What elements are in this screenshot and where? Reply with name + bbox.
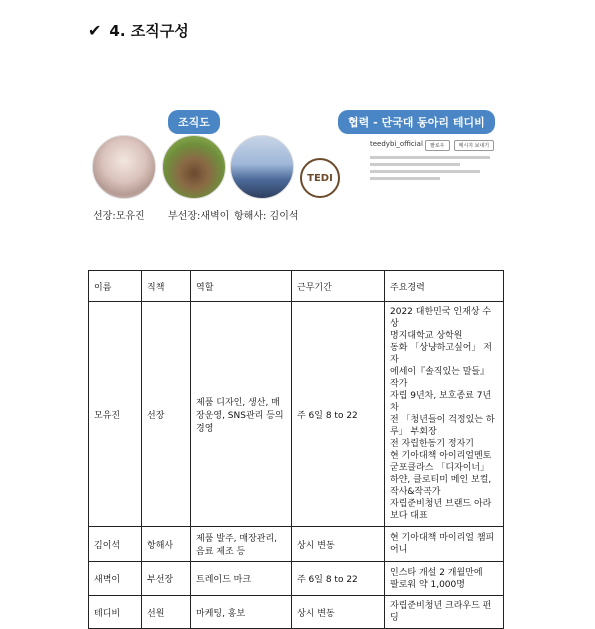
career-line: 에세이『솔직있는 말들』 작가 [390,367,490,389]
career-line: 굳포클라스 「디자이너」 [390,463,490,473]
career-line: 현 기아대책 마이리얼 챔피어니 [390,533,495,555]
cell-name: 테디비 [89,596,142,629]
section-heading [88,20,189,41]
career-line: 전 자립한동기 정자기 [390,439,474,449]
avatar-navigator [230,135,294,199]
cell-career [385,596,504,629]
career-line: 전 「청년들이 걱정있는 하루」 부회장 [390,415,495,437]
paw-logo-icon [300,158,340,198]
table-row [89,562,504,596]
cell-period: 주 6일 8 to 22 [292,562,385,596]
cell-career [385,527,504,562]
career-line: 하얀, 클로티미 메인 보컬, 작사&작곡가 [390,475,492,497]
partner-label: 협력 - 단국대 동아리 테디비 [338,110,495,134]
career-line: 자립준비청년 크라우드 펀딩 [390,601,492,623]
header-role: 역할 [191,271,292,302]
avatar-vice-captain [162,135,226,199]
cell-period: 상시 변동 [292,596,385,629]
cell-career [385,302,504,527]
table-row [89,596,504,629]
avatar-captain [92,135,156,199]
cell-name: 모유진 [89,302,142,527]
cell-position: 항해사 [142,527,191,562]
career-line: 명지대학교 상학원 [390,331,463,341]
cell-career [385,562,504,596]
paw-logo-text: TEDI [307,172,333,184]
header-position: 직책 [142,271,191,302]
caption-captain: 선장:모유진 [93,211,145,222]
cell-name: 새벽이 [89,562,142,596]
checkmark-icon: ✔ [88,21,102,40]
cell-role: 마케팅, 홍보 [191,596,292,629]
insta-follow-button: 팔로우 [425,140,450,151]
cell-period: 주 6일 8 to 22 [292,302,385,527]
header-career: 주요경력 [385,271,504,302]
cell-role: 제품 디자인, 생산, 매장운영, SNS관리 등의 경영 [191,302,292,527]
cell-role: 제품 발주, 매장관리, 음료 제조 등 [191,527,292,562]
insta-message-button: 메시지 보내기 [454,140,495,151]
cell-position: 부선장 [142,562,191,596]
organization-table [88,270,504,629]
career-line: 인스타 개설 2 개월만에 [390,567,483,578]
cell-position: 선장 [142,302,191,527]
org-chart-label: 조직도 [168,110,220,134]
cell-name: 김이석 [89,527,142,562]
career-line: 팔로워 약 1,000명 [390,579,465,590]
caption-vice-captain: 부선장:새벽이 [168,211,230,222]
header-name: 이름 [89,271,142,302]
career-line: 자립준비청년 브랜드 아라보다 대표 [390,499,492,521]
caption-navigator: 항해사: 김이석 [234,211,299,222]
table-header-row [89,271,504,302]
insta-username: teedybi_official [370,140,423,148]
cell-role: 트레이드 마크 [191,562,292,596]
header-period: 근무기간 [292,271,385,302]
table-row [89,527,504,562]
section-title: 4. 조직구성 [109,22,189,40]
career-line: 자립 9년차, 보호종료 7년차 [390,391,492,413]
instagram-preview [370,140,535,202]
cell-position: 선원 [142,596,191,629]
career-line: 현 기아대책 아이리얼멘토 [390,451,492,461]
career-line: 동화 「상냥하고싶어」 저자 [390,343,492,365]
career-line: 2022 대한민국 인재상 수상 [390,307,492,329]
cell-period: 상시 변동 [292,527,385,562]
table-row [89,302,504,527]
